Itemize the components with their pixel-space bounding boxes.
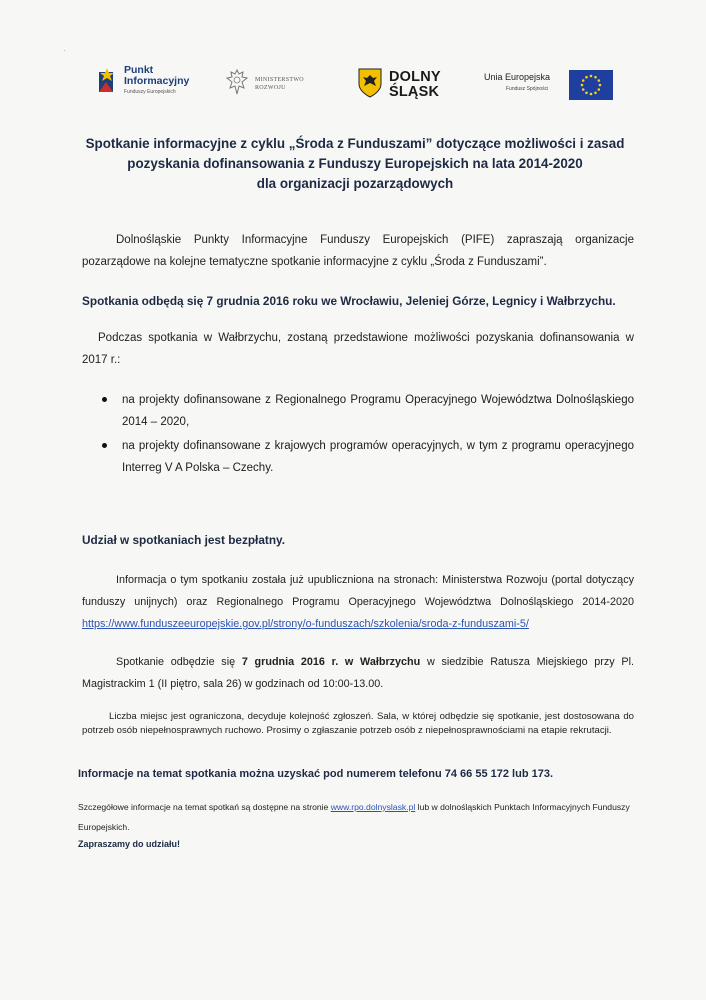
publication-paragraph [82, 569, 634, 635]
pife-logo [97, 62, 212, 104]
venue-date-place: 7 grudnia 2016 r. w Wałbrzychu [241, 656, 421, 668]
details-paragraph [78, 797, 638, 837]
list-item-text: na projekty dofinansowane z Regionalnego Programu Operacyjnego Województwa Dolnośląskiego 2014 – 2020, [122, 394, 634, 428]
eu-logo [480, 66, 620, 102]
eu-fund-name: Fundusz Spójności [506, 86, 549, 92]
eu-title: Unia Europejska [484, 72, 551, 82]
scan-speck: · [63, 46, 66, 55]
venue-text-c: w siedzibie Ratusza Miejskiego przy Pl. Magistrackim 1 (II piętro, sala 26) w godzinach od 10:00-13.00. [82, 656, 635, 690]
pife-star-icon [97, 66, 119, 96]
free-participation-heading: Udział w spotkaniach jest bezpłatny. [82, 533, 285, 547]
eagle-icon [225, 68, 249, 98]
ministry-name-line1: MINISTERSTWO [255, 77, 304, 83]
details-text-a: Szczegółowe informacje na temat spotkań są dostępne na stronie [78, 802, 329, 812]
venue-paragraph [82, 651, 634, 695]
closing-invitation: Zapraszamy do udziału! [78, 839, 181, 849]
dolny-slask-wordmark [389, 70, 441, 100]
bullet-icon [102, 443, 107, 448]
indent [82, 656, 116, 668]
meeting-dates-paragraph: Spotkania odbędą się 7 grudnia 2016 roku we Wrocławiu, Jeleniej Górze, Legnicy i Wałbrzychu. [82, 294, 616, 308]
list-item [100, 435, 634, 479]
rpo-dolnyslask-link[interactable]: www.rpo.dolnyslask.pl [330, 802, 416, 812]
funding-list [100, 389, 634, 481]
dolny-slask-shield-icon [358, 68, 382, 98]
title-line3: dla organizacji pozarządowych [256, 176, 454, 191]
ministry-logo [225, 68, 325, 104]
publication-text: Informacja o tym spotkaniu została już upubliczniona na stronach: Ministerstwa Rozwoju (portal dotyczący funduszy unijnych) oraz Regionalnego Programu Operacyjnego Województwa Dolnośląskiego 2014-2020 [82, 574, 634, 608]
pife-title [124, 65, 189, 87]
indent [82, 711, 109, 722]
dolny-slask-logo [358, 68, 453, 104]
walbrzych-intro-paragraph: Podczas spotkania w Wałbrzychu, zostaną przedstawione możliwości pozyskania dofinansowania w 2017 r.: [82, 332, 634, 366]
list-item-text: na projekty dofinansowane z krajowych programów operacyjnych, w tym z programu operacyjnego Interreg V A Polska – Czechy. [122, 440, 634, 474]
bullet-icon [102, 397, 107, 402]
document-title [70, 134, 640, 194]
seats-paragraph [82, 710, 634, 738]
dolny-slask-line2: ŚLĄSK [389, 84, 440, 100]
title-line1: Spotkanie informacyjne z cyklu „Środa z Funduszami” dotyczące możliwości i zasad [85, 136, 625, 151]
pife-title-line2: Informacyjny [124, 75, 190, 87]
pife-title-line1: Punkt [124, 64, 154, 76]
ministry-name-line2: ROZWOJU [255, 85, 286, 91]
seats-text: Liczba miejsc jest ograniczona, decyduje kolejność zgłoszeń. Sala, w której odbędzie się spotkanie, jest dostosowana do potrzeb osób niepełnosprawnych ruchowo. Prosimy o zgłaszanie potrzeb osób z niepełnosprawnościami na etapie rekrutacji. [82, 711, 634, 736]
pife-subtitle: Funduszy Europejskich [124, 89, 176, 95]
ministry-name [255, 76, 304, 92]
details-text-b: lub w dolnośląskich Punktach Informacyjnych Funduszy Europejskich. [78, 802, 630, 832]
invitation-paragraph: Dolnośląskie Punkty Informacyjne Funduszy Europejskich (PIFE) zapraszają organizacje pozarządowe na kolejne tematyczne spotkanie informacyjne z cyklu „Środa z Funduszami”. [82, 234, 634, 268]
eu-flag-icon [569, 70, 613, 100]
contact-phone-paragraph: Informacje na temat spotkania można uzyskać pod numerem telefonu 74 66 55 172 lub 173. [78, 768, 553, 780]
list-item [100, 389, 634, 433]
title-line2: pozyskania dofinansowania z Funduszy Europejskich na lata 2014-2020 [127, 156, 583, 171]
dolny-slask-line1: DOLNY [389, 69, 441, 85]
funduszeeuropejskie-link[interactable]: https://www.funduszeeuropejskie.gov.pl/strony/o-funduszach/szkolenia/sroda-z-funduszami-5/ [82, 618, 529, 630]
indent [82, 574, 116, 586]
venue-text-a: Spotkanie odbędzie się [116, 656, 236, 668]
